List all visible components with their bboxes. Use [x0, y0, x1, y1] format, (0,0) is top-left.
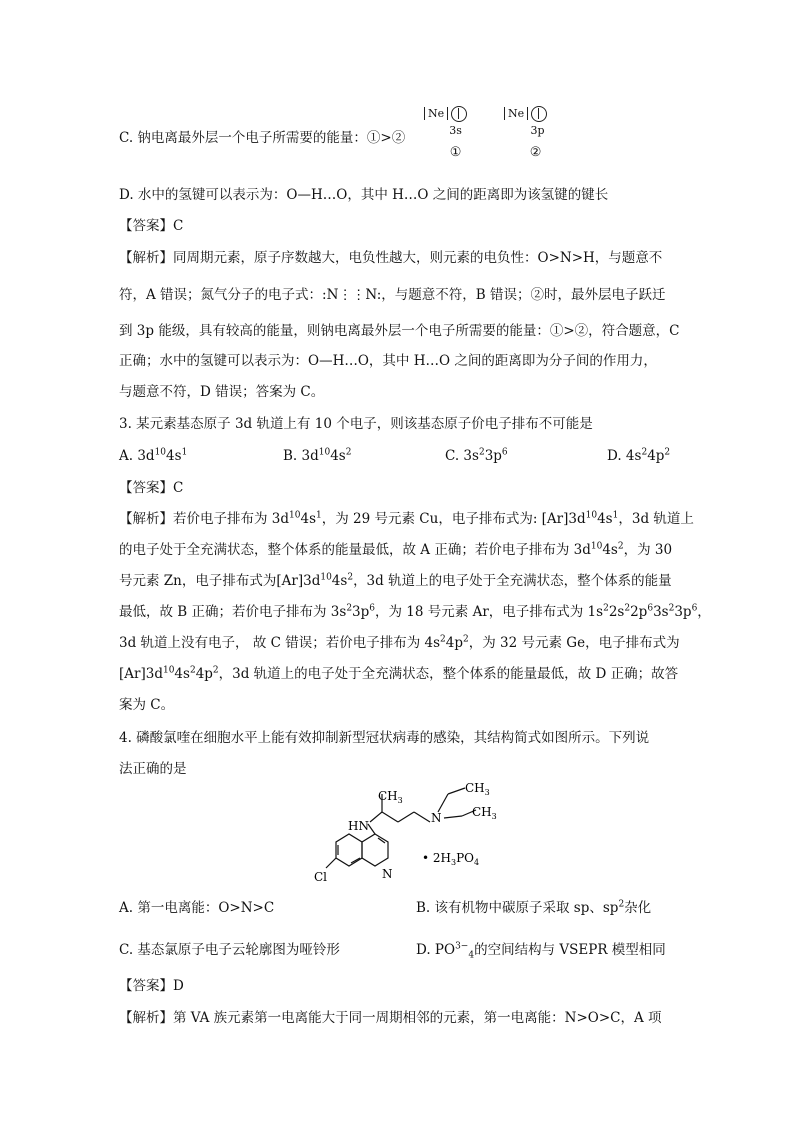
amine-n-label: N — [431, 811, 442, 825]
orbital-label: 3p — [530, 124, 545, 137]
ch3-label-b: $CH_3$ — [465, 781, 490, 797]
q3-option-b: B. $3d^{10}4s^2$ — [283, 447, 352, 464]
q3-option-a: A. $3d^{10}4s^1$ — [119, 447, 188, 464]
hn-label: HN — [348, 819, 369, 833]
q4-option-a: A. 第一电离能：O>N>C — [119, 900, 275, 916]
q4-explanation-line: 【解析】第 VA 族元素第一电离能大于同一周期相邻的元素，第一电离能：N>O>C，A 项 — [119, 1010, 662, 1026]
electron-config-1 — [424, 106, 467, 160]
q3-option-c: C. $3s^23p^6$ — [445, 447, 508, 464]
q2-explanation-line: 【解析】同周期元素，原子序数越大，电负性越大，则元素的电负性：O>N>H，与题意不 — [119, 250, 663, 266]
quinoline-n-label: N — [382, 867, 393, 881]
ne-core-box: Ne — [504, 107, 528, 120]
chloroquine-phosphate-structure — [290, 780, 520, 892]
q3-answer: 【答案】C — [119, 480, 184, 496]
q2-explanation-line: 符，A 错误；氮气分子的电子式：:N⋮⋮N:，与题意不符，B 错误；②时，最外层电子跃迁 — [119, 287, 666, 303]
ch3-label-c: $CH_3$ — [472, 805, 497, 821]
q2-option-d: D. 水中的氢键可以表示为：O—H…O，其中 H…O 之间的距离即为该氢键的键长 — [119, 187, 609, 203]
orbital-label: 3s — [449, 124, 462, 137]
q4-stem: 4. 磷酸氯喹在细胞水平上能有效抑制新型冠状病毒的感染，其结构简式如图所示。下列说 — [119, 730, 650, 746]
config-mark: ② — [529, 145, 542, 160]
q3-option-d: D. $4s^24p^2$ — [607, 447, 671, 464]
q3-explanation-line: 号元素 Zn，电子排布式为$[Ar]3d^{10}4s^2$，3d 轨道上的电子处于全充满状态，整个体系的能量 — [119, 572, 672, 589]
lewis-structure: :N⋮⋮N: — [322, 287, 382, 303]
q4-option-b: B. 该有机物中碳原子采取 sp、$sp^2$杂化 — [416, 899, 652, 916]
orbital-arrow-icon — [531, 106, 547, 122]
q3-explanation-line: 【解析】若价电子排布为 $3d^{10}4s^1$，为 29 号元素 Cu，电子排布式为: $[Ar]3d^{10}4s^1$，3d 轨道上 — [119, 510, 694, 527]
ch3-label-a: $CH_3$ — [378, 789, 403, 805]
q2-explanation-line: 正确；水中的氢键可以表示为：O—H…O，其中 H…O 之间的距离即为分子间的作用力， — [119, 353, 657, 369]
ne-core-box: Ne — [424, 107, 448, 120]
q4-stem: 法正确的是 — [119, 761, 187, 777]
q3-explanation-line: 最低，故 B 正确；若价电子排布为 $3s^23p^6$，为 18 号元素 Ar，电子排布式为 $1s^22s^22p^63s^23p^6$， — [119, 603, 711, 620]
q4-option-c: C. 基态氯原子电子云轮廓图为哑铃形 — [119, 942, 340, 958]
q3-explanation-line: 的电子处于全充满状态，整个体系的能量最低，故 A 正确；若价电子排布为 $3d^{10}4s^2$，为 30 — [119, 541, 673, 558]
electron-config-2 — [504, 106, 547, 160]
q2-explanation-line: 与题意不符，D 错误；答案为 C。 — [119, 384, 325, 400]
q2-option-c: C. 钠电离最外层一个电子所需要的能量：①>② — [119, 130, 406, 146]
q3-explanation-line: 3d 轨道上没有电子， 故 C 错误；若价电子排布为 $4s^24p^2$，为 32 号元素 Ge，电子排布式为 — [119, 634, 680, 651]
q4-answer: 【答案】D — [119, 978, 184, 994]
orbital-arrow-icon — [451, 106, 467, 122]
cl-label: Cl — [314, 870, 328, 884]
phosphate-salt-label: • $2H_3PO_4$ — [422, 851, 480, 867]
q4-option-d: D. $PO^{3-}_4$的空间结构与 VSEPR 模型相同 — [416, 941, 666, 961]
config-mark: ① — [449, 145, 462, 160]
q3-explanation-line: $[Ar]3d^{10}4s^24p^2$，3d 轨道上的电子处于全充满状态，整个体系的能量最低，故 D 正确；故答 — [119, 665, 679, 682]
q2-explanation-line: 到 3p 能级，具有较高的能量，则钠电离最外层一个电子所需要的能量：①>②，符合题意，C — [119, 323, 680, 339]
q2-answer: 【答案】C — [119, 218, 184, 234]
q3-explanation-line: 案为 C。 — [119, 697, 175, 713]
q3-stem: 3. 某元素基态原子 3d 轨道上有 10 个电子，则该基态原子价电子排布不可能是 — [119, 416, 593, 432]
